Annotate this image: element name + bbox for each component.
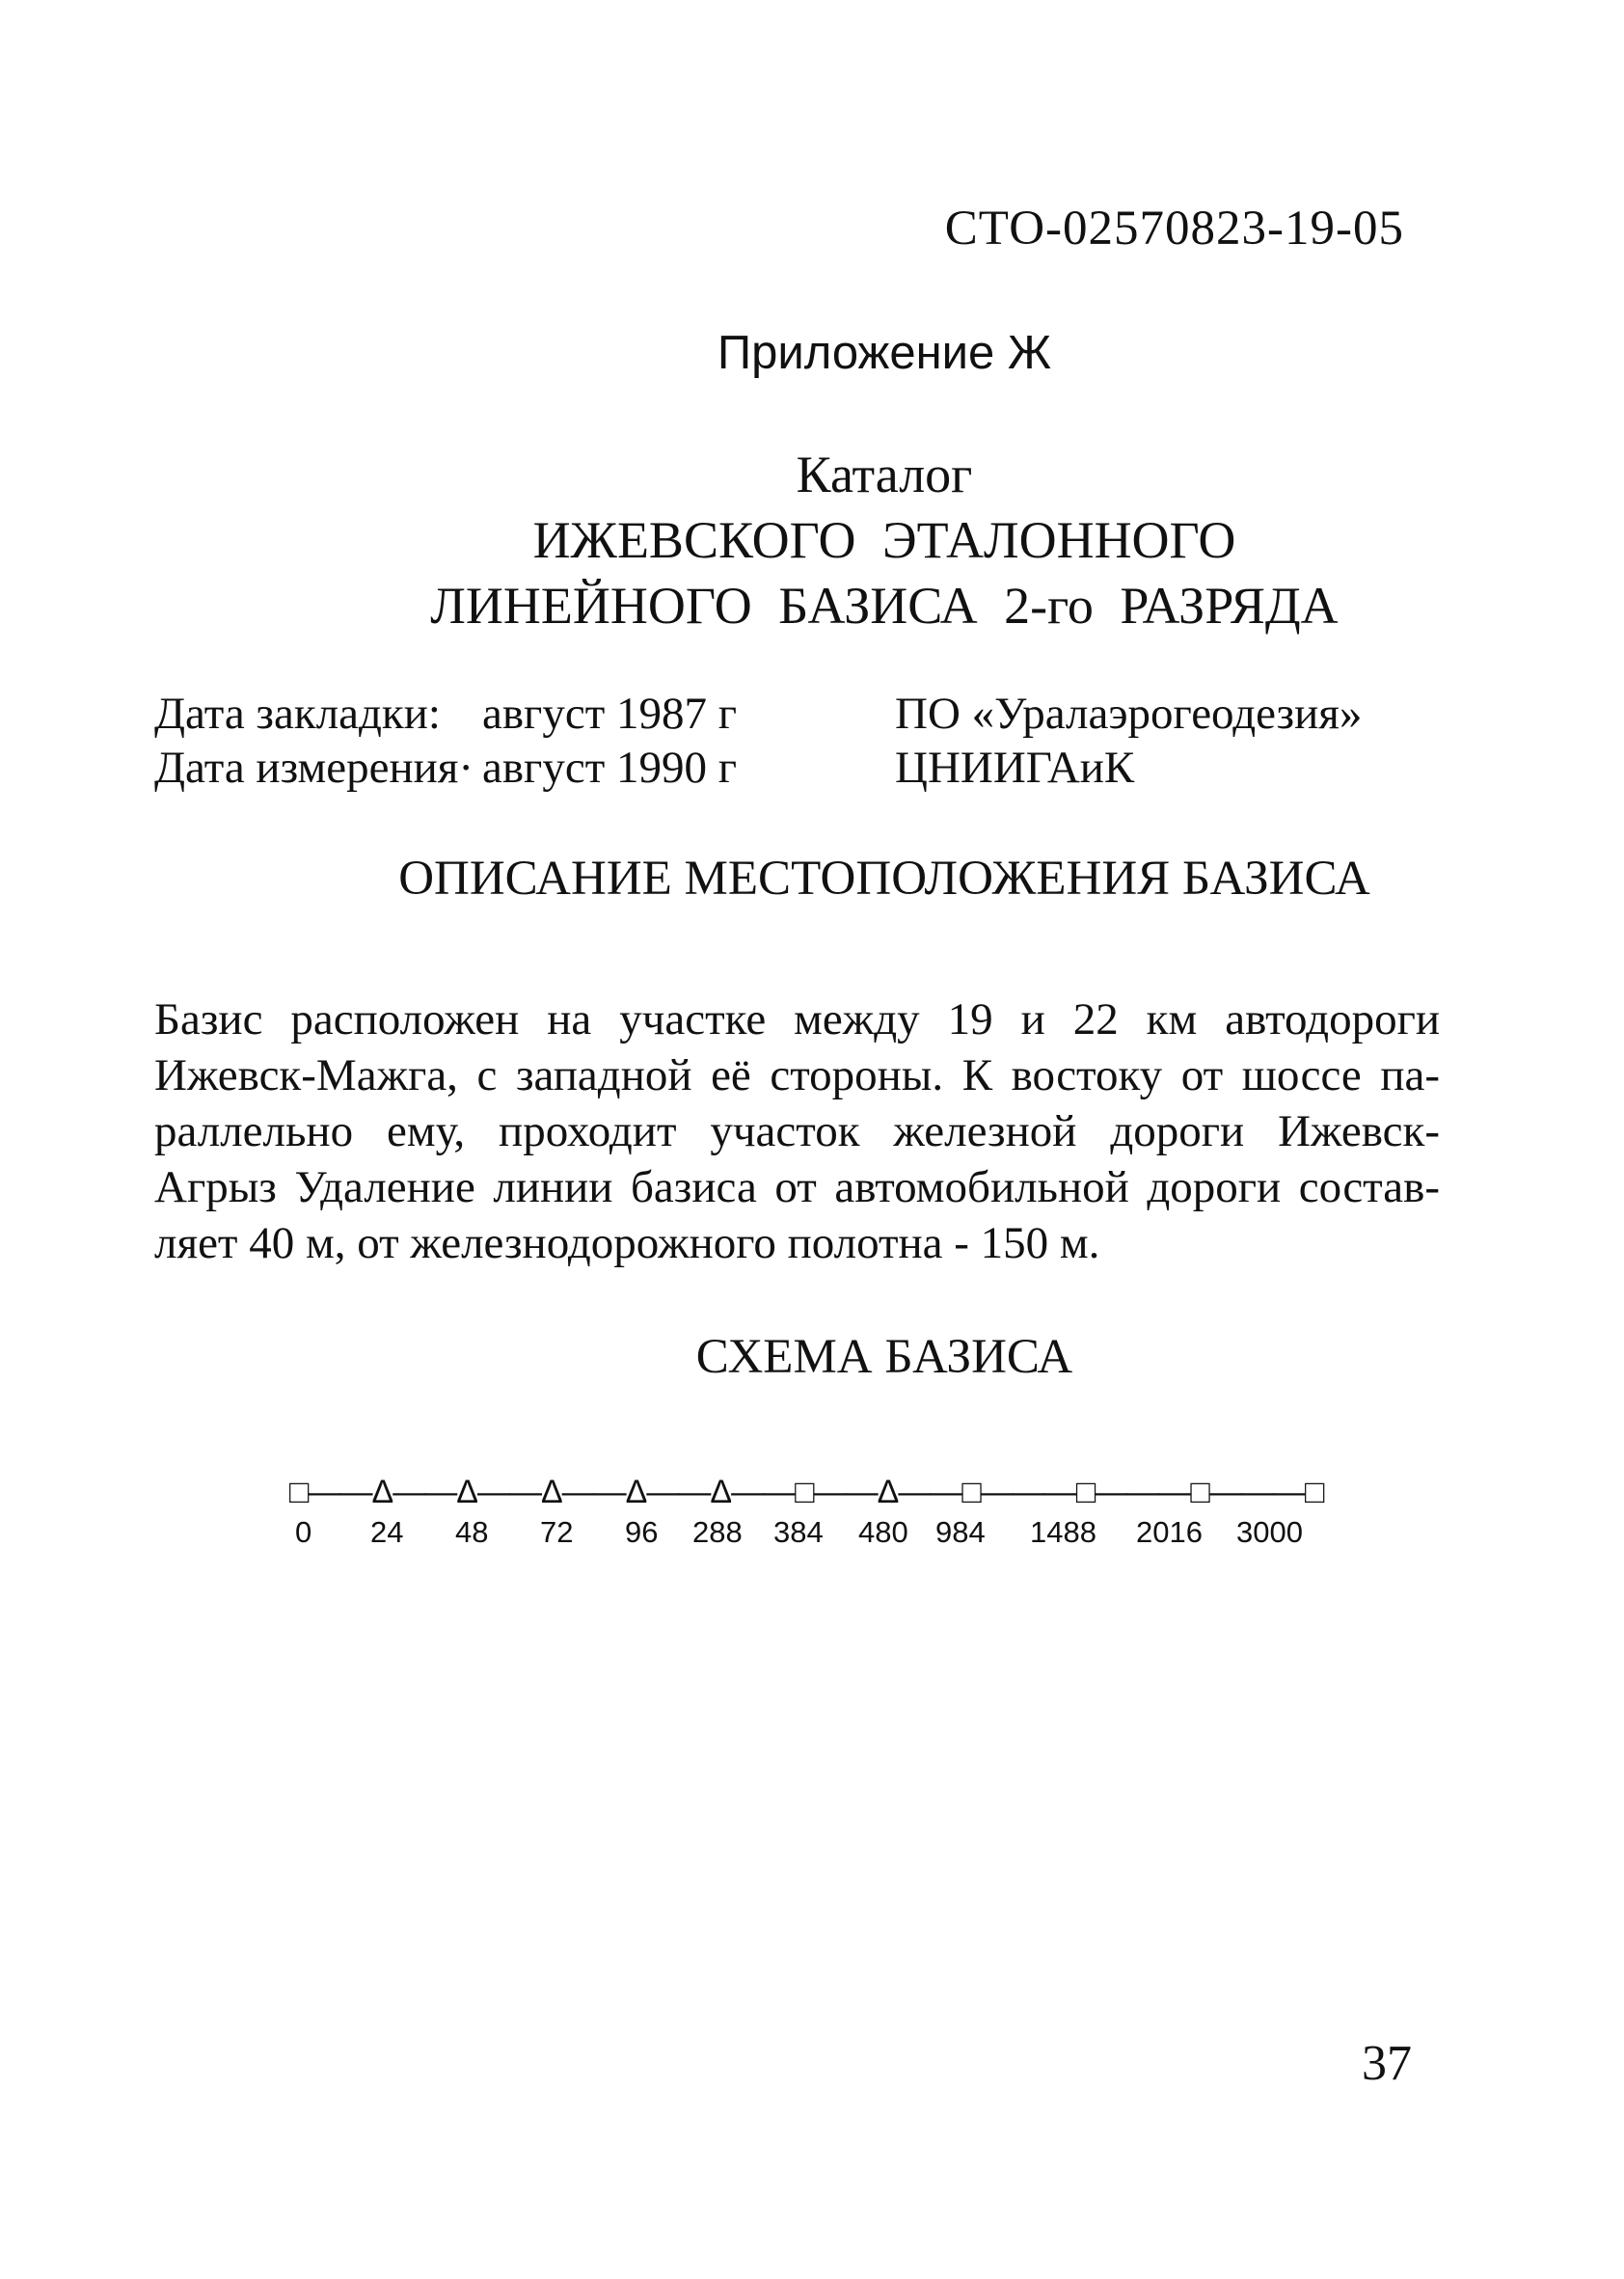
distance-label: 384: [773, 1515, 824, 1549]
distance-label: 3000: [1236, 1515, 1303, 1549]
page-number: 37: [1362, 2036, 1412, 2091]
scheme-title: СХЕМА БАЗИСА: [695, 1330, 1073, 1384]
distance-label: 1488: [1030, 1515, 1096, 1549]
baseline-scheme: [289, 1474, 1323, 1554]
catalog-title-line-2: ИЖЕВСКОГО ЭТАЛОННОГО: [532, 511, 1236, 569]
distance-label: 96: [625, 1515, 659, 1549]
appendix-title: Приложение Ж: [717, 327, 1052, 379]
description-line: раллельно ему, проходит участок железной дороги Ижевск-: [154, 1106, 1440, 1156]
distance-label: 0: [295, 1515, 312, 1549]
distance-label: 984: [935, 1515, 986, 1549]
location-description-text: [154, 991, 1440, 1271]
measure-date-row: [154, 741, 737, 795]
catalog-title-line-3: ЛИНЕЙНОГО БАЗИСА 2-го РАЗРЯДА: [430, 577, 1339, 635]
description-line: Агрыз Удаление линии базиса от автомобильной дороги состав-: [154, 1162, 1440, 1212]
scheme-points-line: □——Δ——Δ——Δ——Δ——Δ——□——Δ——□———□———□———□: [289, 1474, 1324, 1510]
document-code: СТО-02570823-19-05: [944, 202, 1404, 256]
distance-label: 24: [370, 1515, 404, 1549]
organization-1: ПО «Уралаэрогеодезия»: [895, 689, 1363, 739]
location-description-title: ОПИСАНИЕ МЕСТОПОЛОЖЕНИЯ БАЗИСА: [398, 852, 1370, 906]
distance-label: 288: [692, 1515, 743, 1549]
distance-label: 2016: [1136, 1515, 1203, 1549]
laying-date-row: [154, 687, 737, 741]
measure-date-value: август 1990 г: [482, 743, 738, 793]
description-line: Базис расположен на участке между 19 и 22 км автодороги: [154, 994, 1440, 1045]
measure-date-label: Дата измерения·: [154, 743, 474, 793]
catalog-heading: [0, 442, 1624, 638]
laying-date-value: август 1987 г: [482, 689, 738, 739]
dates-block: [154, 687, 737, 795]
distance-label: 480: [858, 1515, 908, 1549]
organization-2: ЦНИИГАиК: [895, 743, 1135, 793]
laying-date-label: Дата закладки:: [154, 689, 441, 739]
description-line: ляет 40 м, от железнодорожного полотна - 150 м.: [154, 1218, 1100, 1268]
catalog-title-line-1: Каталог: [796, 446, 973, 503]
description-line: Ижевск-Мажга, с западной её стороны. К востоку от шоссе па-: [154, 1050, 1440, 1100]
organizations-block: [895, 687, 1362, 795]
scheme-distance-labels: [289, 1515, 1312, 1554]
distance-label: 72: [540, 1515, 574, 1549]
distance-label: 48: [455, 1515, 489, 1549]
